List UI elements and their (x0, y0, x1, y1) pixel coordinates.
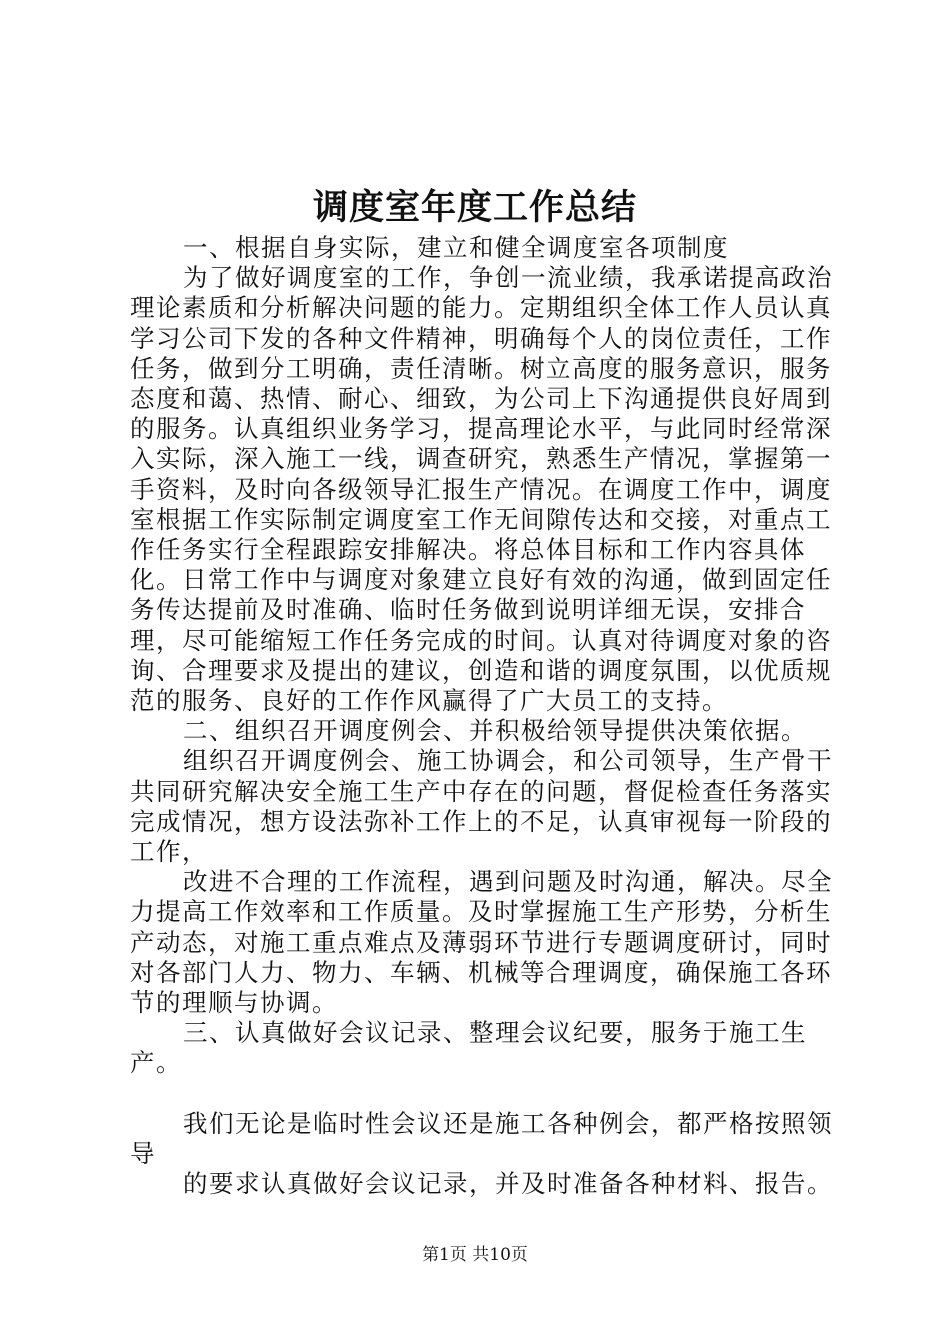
section-heading-1: 一、根据自身实际，建立和健全调度室各项制度 (183, 233, 729, 262)
section-heading-3: 三、认真做好会议记录、整理会议纪要，服务于施工生产。 (130, 1018, 807, 1078)
document-title: 调度室年度工作总结 (312, 187, 637, 228)
paragraph-1: 为了做好调度室的工作，争创一流业绩，我承诺提高政治理论素质和分析解决问题的能力。定期组织全体工作人员认真学习公司下发的各种文件精神，明确每个人的岗位责任，工作任务，做到分工明确，责任清晰。树立高度的服务意识，服务态度和蔼、热情、耐心、细致，为公司上下沟通提供良好周到的服务。认真组织业务学习，提高理论水平，与此同时经常深入实际，深入施工一线，调查研究，熟悉生产情况，掌握第一手资料，及时向各级领导汇报生产情况。在调度工作中，调度室根据工作实际制定调度室工作无间隙传达和交接，对重点工作任务实行全程跟踪安排解决。将总体目标和工作内容具体化。日常工作中与调度对象建立良好有效的沟通，做到固定任务传达提前及时准确、临时任务做到说明详细无误，安排合理，尽可能缩短工作任务完成的时间。认真对待调度对象的咨询、合理要求及提出的建议，创造和谐的调度氛围，以优质规范的服务、良好的工作作风赢得了广大员工的支持。 (130, 263, 833, 716)
document-body (130, 233, 850, 1199)
section-heading-2: 二、组织召开调度例会、并积极给领导提供决策依据。 (183, 716, 807, 746)
page-footer: 第1页 共10页 (422, 1245, 528, 1265)
paragraph-4: 我们无论是临时性会议还是施工各种例会，都严格按照领导 (130, 1108, 833, 1168)
paragraph-3: 改进不合理的工作流程，遇到问题及时沟通，解决。尽全力提高工作效率和工作质量。及时掌握施工生产形势，分析生产动态，对施工重点难点及薄弱环节进行专题调度研讨，同时对各部门人力、物力、车辆、机械等合理调度，确保施工各环节的理顺与协调。 (130, 867, 833, 1018)
paragraph-2: 组织召开调度例会、施工协调会，和公司领导，生产骨干共同研究解决安全施工生产中存在的问题，督促检查任务落实完成情况，想方设法弥补工作上的不足，认真审视每一阶段的工作， (130, 746, 833, 867)
paragraph-5: 的要求认真做好会议记录，并及时准备各种材料、报告。 (183, 1169, 833, 1199)
